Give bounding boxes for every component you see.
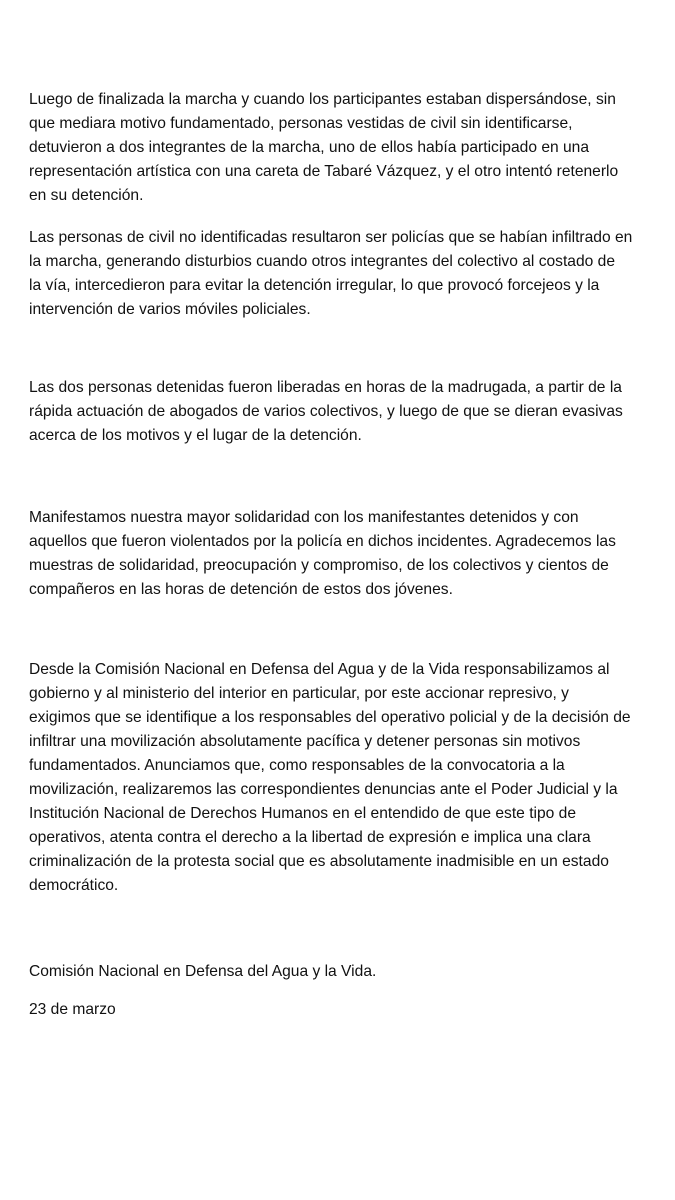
paragraph-infiltrated-police [29,226,632,322]
date-text: 23 de marzo [29,1001,116,1018]
paragraph-solidarity [29,506,616,602]
text-line: la vía, intercedieron para evitar la detención irregular, lo que provocó forcejeos y la [29,277,600,294]
text-line: Luego de finalizada la marcha y cuando los participantes estaban dispersándose, sin [29,91,616,108]
text-line: aquellos que fueron violentados por la policía en dichos incidentes. Agradecemos las [29,533,616,550]
text-line: Las personas de civil no identificadas resultaron ser policías que se habían infiltrado en [29,229,633,246]
text-line: representación artística con una careta de Tabaré Vázquez, y el otro intentó retenerlo [29,163,619,180]
document-page [29,0,654,1200]
text-line: compañeros en las horas de detención de estos dos jóvenes. [29,581,453,598]
text-line: Manifestamos nuestra mayor solidaridad con los manifestantes detenidos y con [29,509,579,526]
text-line: infiltrar una movilización absolutamente pacífica y detener personas sin motivos [29,733,581,750]
paragraph-release [29,376,623,448]
text-line: movilización, realizaremos las correspondientes denuncias ante el Poder Judicial y la [29,781,618,798]
paragraph-detention-account [29,88,618,208]
text-line: democrático. [29,877,119,894]
text-line: detuvieron a dos integrantes de la marcha, uno de ellos había participado en una [29,139,590,156]
text-line: acerca de los motivos y el lugar de la detención. [29,427,362,444]
text-line: operativos, atenta contra el derecho a la libertad de expresión e implica una clara [29,829,591,846]
paragraph-demands [29,658,631,898]
text-line: Desde la Comisión Nacional en Defensa del Agua y de la Vida responsabilizamos al [29,661,610,678]
text-line: fundamentados. Anunciamos que, como responsables de la convocatoria a la [29,757,565,774]
text-line: rápida actuación de abogados de varios colectivos, y luego de que se dieran evasivas [29,403,623,420]
signature-text: Comisión Nacional en Defensa del Agua y la Vida. [29,963,377,980]
signature [29,960,376,984]
text-line: muestras de solidaridad, preocupación y compromiso, de los colectivos y cientos de [29,557,609,574]
text-line: la marcha, generando disturbios cuando otros integrantes del colectivo al costado de [29,253,615,270]
date [29,998,116,1022]
text-line: gobierno y al ministerio del interior en particular, por este accionar represivo, y [29,685,569,702]
text-line: que mediara motivo fundamentado, personas vestidas de civil sin identificarse, [29,115,573,132]
text-line: criminalización de la protesta social que es absolutamente inadmisible en un estado [29,853,609,870]
text-line: en su detención. [29,187,144,204]
text-line: Institución Nacional de Derechos Humanos en el entendido de que este tipo de [29,805,577,822]
text-line: exigimos que se identifique a los responsables del operativo policial y de la decisión de [29,709,631,726]
text-line: Las dos personas detenidas fueron liberadas en horas de la madrugada, a partir de la [29,379,622,396]
text-line: intervención de varios móviles policiales. [29,301,311,318]
